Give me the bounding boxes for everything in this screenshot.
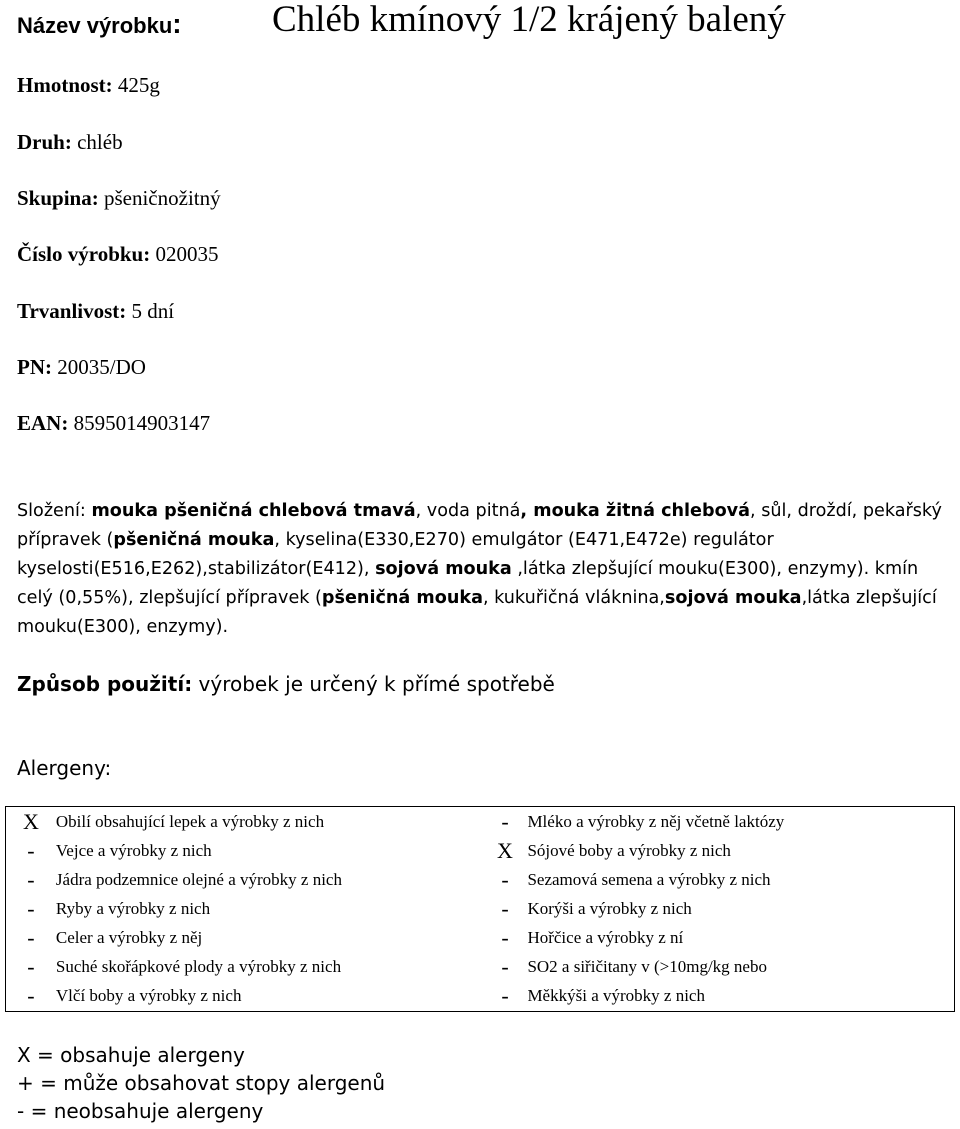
allergen-mark: -: [27, 983, 35, 1009]
allergen-name: SO2 a siřičitany v (>10mg/kg nebo: [527, 957, 767, 977]
composition-segment: , mouka žitná chlebová: [520, 501, 751, 521]
allergen-mark: -: [501, 866, 509, 892]
composition-segment: sojová mouka: [664, 588, 802, 608]
field-kind: [17, 130, 123, 155]
legend-may-contain: + = může obsahovat stopy alergenů: [17, 1071, 386, 1095]
composition-segment: mouka pšeničná chlebová tmavá: [91, 501, 416, 521]
field-label: EAN:: [17, 411, 69, 435]
product-name-label: Název výrobku:: [17, 8, 182, 39]
field-label: Trvanlivost:: [17, 299, 127, 323]
composition-segment: , sůl, droždí, pekařský přípravek (: [17, 501, 942, 550]
allergen-mark: X: [23, 808, 39, 834]
field-label: Hmotnost:: [17, 73, 113, 97]
usage-label: Způsob použití:: [17, 672, 193, 696]
allergen-mark: -: [27, 866, 35, 892]
allergen-name: Mléko a výrobky z něj včetně laktózy: [527, 811, 785, 831]
table-row: [6, 894, 955, 923]
allergen-mark: -: [501, 895, 509, 921]
usage-value: výrobek je určený k přímé spotřebě: [198, 672, 555, 696]
allergen-mark: -: [27, 895, 35, 921]
field-pn: [17, 355, 146, 380]
field-weight: [17, 73, 160, 98]
allergens-table: [5, 806, 955, 1012]
composition-segment: Složení:: [17, 501, 92, 521]
field-value: 425g: [117, 73, 160, 97]
composition-segment: pšeničná mouka: [113, 530, 275, 550]
legend-not-contain: - = neobsahuje alergeny: [17, 1099, 264, 1123]
field-ean: [17, 411, 210, 436]
composition-segment: ,látka zlepšující mouku(E300), enzymy).: [17, 588, 937, 637]
field-shelf-life: [17, 299, 174, 324]
allergen-name: Obilí obsahující lepek a výrobky z nich: [55, 811, 325, 831]
field-value: 020035: [155, 242, 219, 266]
allergen-name: Vejce a výrobky z nich: [55, 840, 212, 860]
allergen-name: Suché skořápkové plody a výrobky z nich: [55, 957, 342, 977]
allergen-mark: -: [501, 808, 509, 834]
composition-segment: sojová mouka: [375, 559, 512, 579]
table-row: [6, 836, 955, 865]
usage-line: [17, 672, 555, 696]
allergen-name: Měkkýši a výrobky z nich: [527, 986, 705, 1006]
composition-segment: ,látka zlepšující mouku(E300), enzymy). kmín celý (0,55%), zlepšující přípravek (: [17, 559, 919, 608]
table-row: [6, 982, 955, 1012]
field-value: pšeničnožitný: [103, 186, 221, 210]
composition-text: [17, 497, 952, 642]
allergen-name: Jádra podzemnice olejné a výrobky z nich: [55, 869, 342, 889]
allergen-mark: -: [27, 924, 35, 950]
table-row: [6, 807, 955, 837]
allergen-name: Celer a výrobky z něj: [55, 927, 203, 947]
field-value: 8595014903147: [73, 411, 211, 435]
allergen-name: Sójové boby a výrobky z nich: [527, 840, 731, 860]
allergen-name: Hořčice a výrobky z ní: [527, 927, 684, 947]
table-row: [6, 865, 955, 894]
field-value: 20035/DO: [57, 355, 146, 379]
field-value: chléb: [77, 130, 123, 154]
field-value: 5 dní: [131, 299, 175, 323]
allergen-name: Ryby a výrobky z nich: [55, 898, 211, 918]
field-label: Číslo výrobku:: [17, 242, 151, 266]
allergen-mark: -: [501, 954, 509, 980]
allergen-mark: -: [27, 837, 35, 863]
product-name-value: Chléb kmínový 1/2 krájený balený: [272, 0, 786, 40]
allergen-mark: X: [497, 837, 513, 863]
composition-segment: , voda pitná: [415, 501, 521, 521]
field-product-number: [17, 242, 218, 267]
composition-segment: , kyselina(E330,E270) emulgátor (E471,E472e) regulátor kyselosti(E516,E262),stabilizátor(E412),: [17, 530, 774, 579]
allergen-mark: -: [501, 983, 509, 1009]
allergen-name: Vlčí boby a výrobky z nich: [55, 986, 242, 1006]
table-row: [6, 952, 955, 981]
table-row: [6, 923, 955, 952]
allergen-mark: -: [27, 954, 35, 980]
allergen-name: Sezamová semena a výrobky z nich: [527, 869, 771, 889]
legend-contains: X = obsahuje alergeny: [17, 1043, 245, 1067]
composition-segment: , kukuřičná vláknina,: [482, 588, 665, 608]
field-label: PN:: [17, 355, 52, 379]
field-label: Druh:: [17, 130, 72, 154]
allergen-mark: -: [501, 924, 509, 950]
field-group: [17, 186, 221, 211]
field-label: Skupina:: [17, 186, 99, 210]
composition-segment: pšeničná mouka: [321, 588, 483, 608]
allergen-name: Korýši a výrobky z nich: [527, 898, 692, 918]
allergens-heading: Alergeny:: [17, 756, 112, 780]
